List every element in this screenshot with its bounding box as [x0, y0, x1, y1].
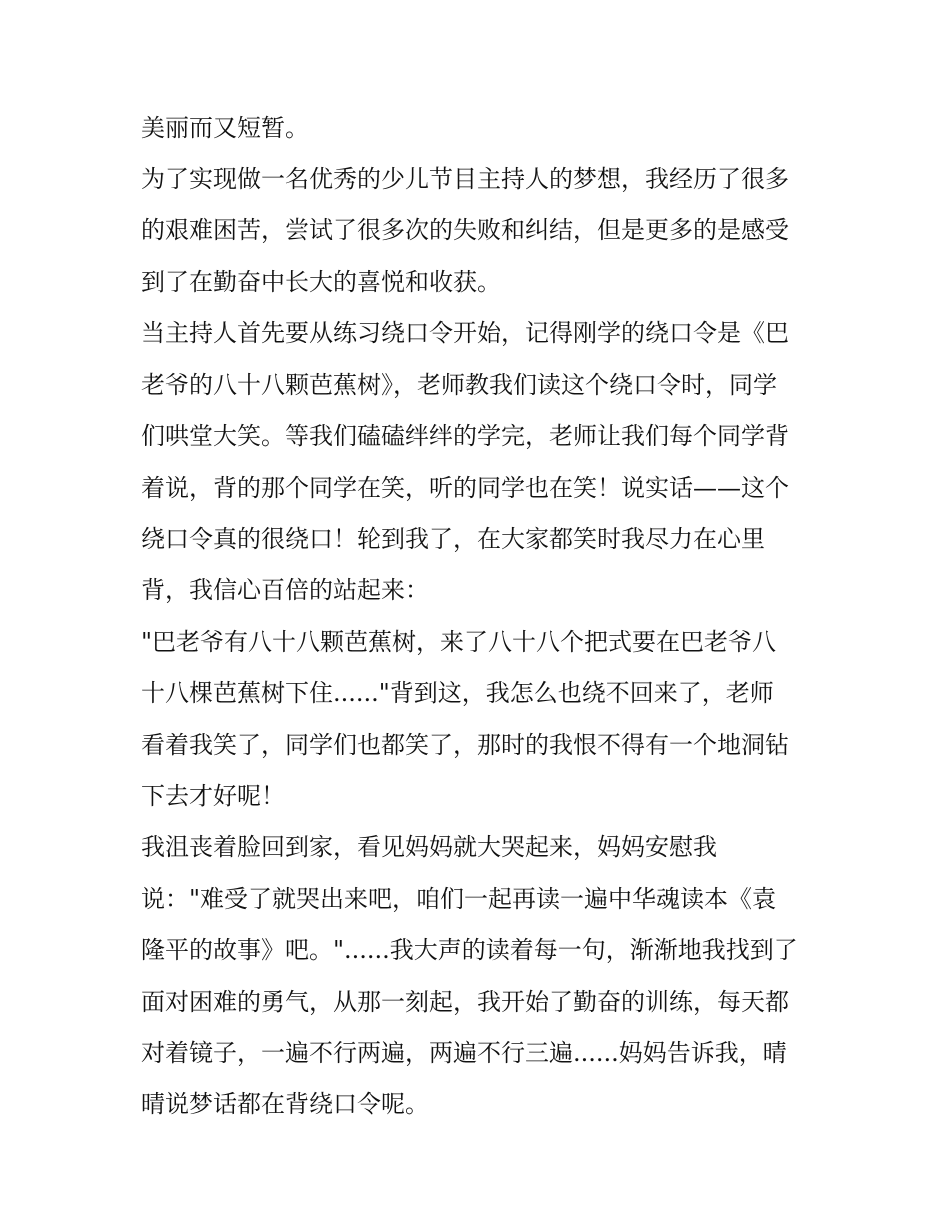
text-line: 的艰难困苦，尝试了很多次的失败和纠结，但是更多的是感受: [141, 216, 789, 244]
text-line: 背，我信心百倍的站起来：: [141, 576, 429, 604]
text-line: 晴说梦话都在背绕口令呢。: [141, 1090, 429, 1118]
text-line: 看着我笑了，同学们也都笑了，那时的我恨不得有一个地洞钻: [141, 731, 789, 759]
text-line: 说："难受了就哭出来吧，咱们一起再读一遍中华魂读本《袁: [141, 885, 777, 913]
text-line: 面对困难的勇气，从那一刻起，我开始了勤奋的训练，每天都: [141, 988, 789, 1016]
text-line: 十八棵芭蕉树下住......"背到这，我怎么也绕不回来了，老师: [141, 679, 774, 707]
text-line: 们哄堂大笑。等我们磕磕绊绊的学完，老师让我们每个同学背: [141, 422, 789, 450]
text-line: 着说，背的那个同学在笑，听的同学也在笑！说实话——这个: [141, 474, 789, 502]
text-line: 下去才好呢！: [141, 782, 285, 810]
text-line: 到了在勤奋中长大的喜悦和收获。: [141, 268, 501, 296]
text-line: 为了实现做一名优秀的少儿节目主持人的梦想，我经历了很多: [141, 165, 789, 193]
text-line: "巴老爷有八十八颗芭蕉树，来了八十八个把式要在巴老爷八: [141, 628, 777, 656]
text-line: 美丽而又短暂。: [141, 114, 309, 142]
text-line: 绕口令真的很绕口！轮到我了，在大家都笑时我尽力在心里: [141, 525, 765, 553]
text-line: 老爷的八十八颗芭蕉树》，老师教我们读这个绕口令时，同学: [141, 371, 777, 399]
text-line: 当主持人首先要从练习绕口令开始，记得刚学的绕口令是《巴: [141, 319, 789, 347]
text-line: 隆平的故事》吧。"......我大声的读着每一句，渐渐地我找到了: [141, 936, 798, 964]
text-line: 我沮丧着脸回到家，看见妈妈就大哭起来，妈妈安慰我: [141, 833, 717, 861]
text-line: 对着镜子，一遍不行两遍，两遍不行三遍......妈妈告诉我，晴: [141, 1039, 787, 1067]
